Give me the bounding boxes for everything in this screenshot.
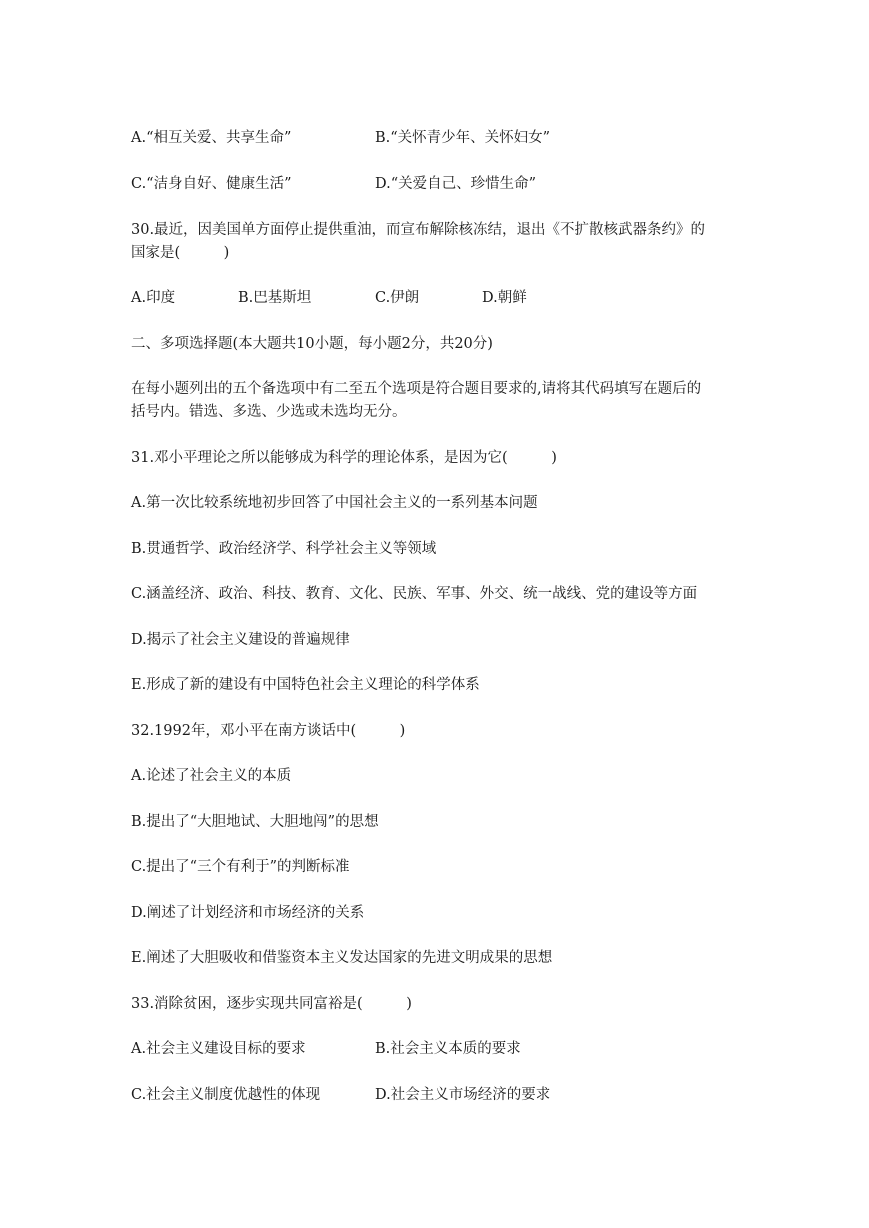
q33-option-d: D.社会主义市场经济的要求 <box>375 1087 551 1103</box>
q32-option-e: E.阐述了大胆吸收和借鉴资本主义发达国家的先进文明成果的思想 <box>131 950 553 966</box>
q31-option-d: D.揭示了社会主义建设的普遍规律 <box>131 632 350 648</box>
q31-option-b: B.贯通哲学、政治经济学、科学社会主义等领域 <box>131 541 437 557</box>
q30-option-a: A.印度 <box>131 290 176 306</box>
q33-option-c: C.社会主义制度优越性的体现 <box>131 1087 321 1103</box>
q29-option-b: B.“关怀青少年、关怀妇女” <box>375 130 551 146</box>
q30-option-c: C.伊朗 <box>375 290 420 306</box>
section2-instruction-line2: 括号内。错选、多选、少选或未选均无分。 <box>131 404 407 420</box>
q30-stem-line1: 30.最近，因美国单方面停止提供重油，而宣布解除核冻结，退出《不扩散核武器条约》的 <box>131 222 706 238</box>
q30-option-b: B.巴基斯坦 <box>238 290 312 306</box>
q31-option-e: E.形成了新的建设有中国特色社会主义理论的科学体系 <box>131 677 480 693</box>
q33-option-a: A.社会主义建设目标的要求 <box>131 1041 306 1057</box>
q32-option-c: C.提出了“三个有利于”的判断标准 <box>131 859 350 875</box>
q33-option-b: B.社会主义本质的要求 <box>375 1041 521 1057</box>
q32-stem: 32.1992年，邓小平在南方谈话中( ) <box>131 723 406 739</box>
q32-option-b: B.提出了“大胆地试、大胆地闯”的思想 <box>131 814 379 830</box>
q31-option-a: A.第一次比较系统地初步回答了中国社会主义的一系列基本问题 <box>131 495 538 511</box>
section2-heading: 二、多项选择题(本大题共10小题，每小题2分，共20分) <box>131 336 493 352</box>
q29-option-d: D.“关爱自己、珍惜生命” <box>375 176 537 192</box>
q32-option-d: D.阐述了计划经济和市场经济的关系 <box>131 905 365 921</box>
q31-option-c: C.涵盖经济、政治、科技、教育、文化、民族、军事、外交、统一战线、党的建设等方面 <box>131 586 698 602</box>
q31-stem: 31.邓小平理论之所以能够成为科学的理论体系，是因为它( ) <box>131 450 557 466</box>
q29-option-c: C.“洁身自好、健康生活” <box>131 176 292 192</box>
q30-stem-line2: 国家是( ) <box>131 245 230 261</box>
section2-instruction-line1: 在每小题列出的五个备选项中有二至五个选项是符合题目要求的,请将其代码填写在题后的 <box>131 381 702 397</box>
q33-stem: 33.消除贫困，逐步实现共同富裕是( ) <box>131 996 412 1012</box>
q30-option-d: D.朝鲜 <box>482 290 527 306</box>
q32-option-a: A.论述了社会主义的本质 <box>131 768 292 784</box>
q29-option-a: A.“相互关爱、共享生命” <box>131 130 292 146</box>
